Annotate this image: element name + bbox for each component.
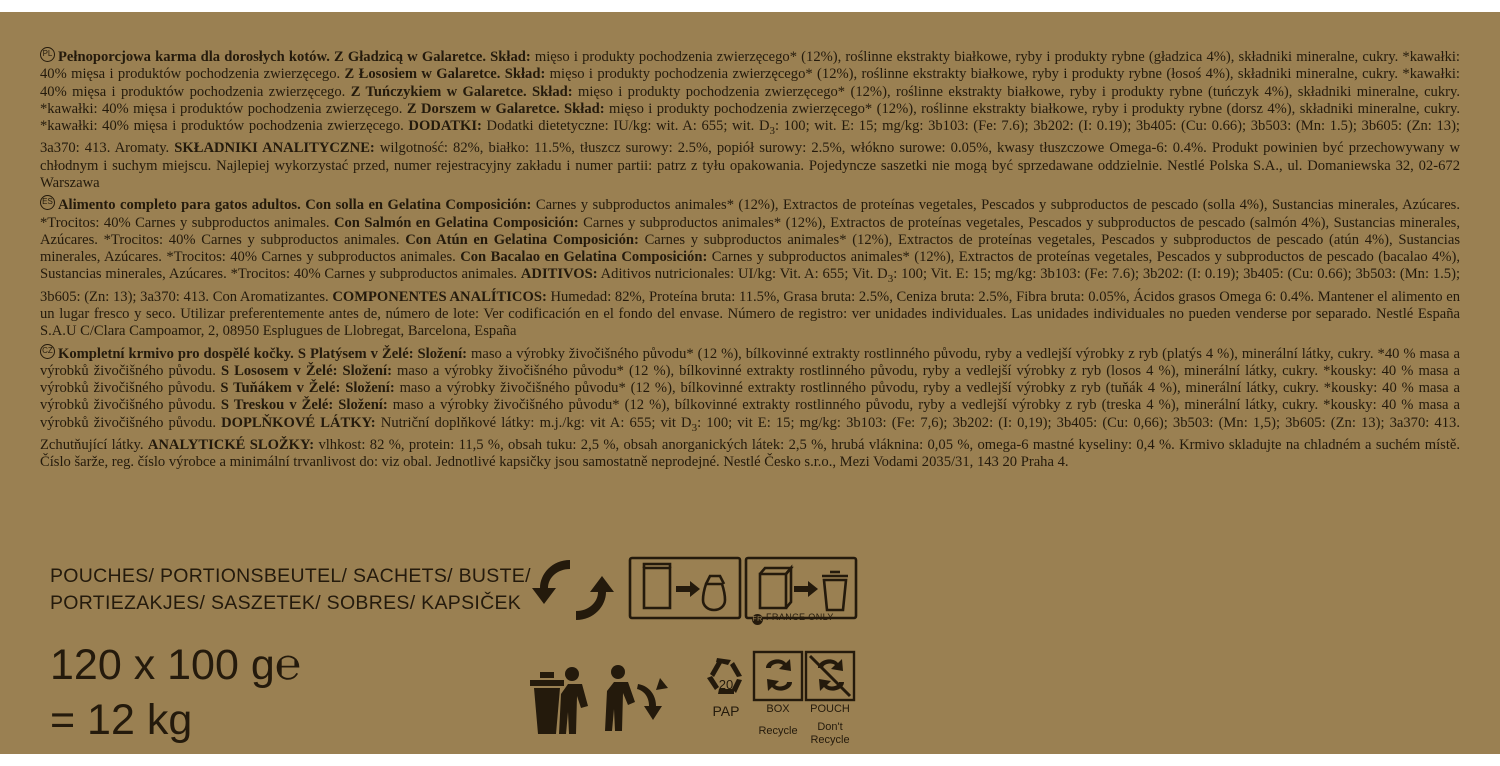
net-weight-count: 120 x 100 g xyxy=(50,641,275,689)
tidyman-icon xyxy=(605,665,668,731)
flag-icon-cz: CZ xyxy=(40,344,55,359)
net-weight-label xyxy=(50,637,301,748)
arrow-right-icon-1 xyxy=(676,581,700,597)
pouches-label xyxy=(50,563,531,617)
pouches-label-line1: POUCHES/ PORTIONSBEUTEL/ SACHETS/ BUSTE/ xyxy=(50,565,531,587)
pap-code-text: 20 xyxy=(718,677,734,692)
disposal-icon-row-top xyxy=(530,552,870,632)
estimated-sign-icon: ℮ xyxy=(274,640,302,689)
language-block-es xyxy=(40,194,1460,340)
pouch-action-line2: Recycle xyxy=(810,734,850,746)
pouch-shape-icon xyxy=(644,564,670,608)
ingredients-text-es: Alimento completo para gatos adultos. Con solla en Gelatina Composición: Carnes y subproductos animales* (12%), Extractos de proteínas vegetales, Pescados y subproductos de pescado (solla 4%), Sustancias minerales, Azúcares. *Trocitos: 40% Carnes y subproductos animales. Con Salmón en Gelatina Composición: Carnes y subproductos animales* (12%), Extractos de proteínas vegetales, Pescados y subproductos de pescado (salmón 4%), Sustancias minerales, Azúcares. *Trocitos: 40% Carnes y subproductos animales. Con Atún en Gelatina Composición: Carnes y subproductos animales* (12%), Extractos de proteínas vegetales, Pescados y subproductos de pescado (atún 4%), Sustancias minerales, Azúcares. *Trocitos: 40% Carnes y subproductos animales. Con Bacalao en Gelatina Composición: Carnes y subproductos animales* (12%), Extractos de proteínas vegetales, Pescados y subproductos de pescado (bacalao 4%), Sustancias minerales, Azúcares. *Trocitos: 40% Carnes y subproductos animales. ADITIVOS: Aditivos nutricionales: UI/kg: Vit. A: 655; Vit. $D_3$: 100; Vit. E: 15; mg/kg: 3b103: (Fe: 7.6); 3b202: (I: 0.19); 3b405: (Cu: 0.66); 3b503: (Mn: 1.5); 3b605: (Zn: 13); 3a370: 413. Con Aromatizantes. COMPONENTES ANALÍTICOS: Humedad: 82%, Proteína bruta: 11.5%, Grasa bruta: 2.5%, Ceniza bruta: 2.5%, Fibra bruta: 0.05%, Ácidos grasos Omega 6: 0.4%. Mantener el alimento en un lugar fresco y seco. Utilizar preferentemente antes de, número de lote: Ver codificación en el fondo del envase. Número de registro: ver unidades individuales. Las unidades individuales no pueden venderse por separado. Nestlé España S.A.U C/Clara Campoamor, 2, 08950 Esplugues de Llobregat, Barcelona, España xyxy=(40,197,1461,340)
france-only-text: FRANCE ONLY xyxy=(766,612,834,622)
flag-icon-es: ES xyxy=(40,195,55,210)
disposal-icon-row-bottom xyxy=(510,644,870,754)
language-block-pl xyxy=(40,46,1460,192)
waste-bag-icon xyxy=(703,576,725,610)
pouches-label-line2: PORTIEZAKJES/ SASZETEK/ SOBRES/ KAPSIČEK xyxy=(50,592,522,614)
green-dot-icon xyxy=(532,560,614,620)
pouch-label-text: POUCH xyxy=(810,703,850,715)
disposal-icons-bottom-svg xyxy=(510,644,870,754)
box-action-text: Recycle xyxy=(758,725,798,737)
net-weight-line1 xyxy=(50,637,301,693)
net-weight-line2: = 12 kg xyxy=(50,696,193,744)
pouch-action-line1: Don't xyxy=(817,721,843,733)
bottom-info-area xyxy=(40,552,1460,752)
ingredients-text-cz: Kompletní krmivo pro dospělé kočky. S Platýsem v Želé: Složení: maso a výrobky živočišného původu* (12 %), bílkovinné extrakty rostlinného původu, ryby a vedlejší výrobky z ryb (platýs 4 %), minerální látky, cukry. *40 % masa a výrobků živočišného původu. S Lososem v Želé: Složení: maso a výrobky živočišného původu* (12 %), bílkovinné extrakty rostlinného původu, ryby a vedlejší výrobky z ryb (losos 4 %), minerální látky, cukry. *kousky: 40 % masa a výrobků živočišného původu. S Tuňákem v Želé: Složení: maso a výrobky živočišného původu* (12 %), bílkovinné extrakty rostlinného původu, ryby a vedlejší výrobky z ryb (tuňák 4 %), minerální látky, cukry. *kousky: 40 % masa a výrobků živočišného původu. S Treskou v Želé: Složení: maso a výrobky živočišného původu* (12 %), bílkovinné extrakty rostlinného původu, ryby a vedlejší výrobky z ryb (treska 4 %), minerální látky, cukry. *kousky: 40 % masa a výrobků živočišného původu. DOPLŇKOVÉ LÁTKY: Nutriční doplňkové látky: m.j./kg: vit A: 655; vit $D_3$: 100; vit E: 15; mg/kg: 3b103: (Fe: 7,6); 3b202: (I: 0,19); 3b405: (Cu: 0,66); 3b503: (Mn: 1,5); 3b605: (Zn: 13); 3a370: 413. Zchutňující látky. ANALYTICKÉ SLOŽKY: vlhkost: 82 %, protein: 11,5 %, obsah tuku: 2,5 %, obsah anorganických látek: 2,5 %, hrubá vláknina: 0,05 %, omega-6 mastné kyseliny: 0,4 %. Krmivo skladujte na chladném a suchém místě. Číslo šarže, reg. číslo výrobce a minimální trvanlivost do: viz obal. Jednotlivé kapsičky jsou samostatně neprodejné. Nestlé Česko s.r.o., Mezi Vodami 2035/31, 143 20 Praha 4. xyxy=(40,345,1461,471)
recycling-bin-icon xyxy=(822,572,848,610)
box-label-text: BOX xyxy=(766,703,790,715)
litter-bin-icon xyxy=(530,667,588,734)
box-recycle-icon xyxy=(754,652,802,700)
ingredients-text-pl: Pełnoporcjowa karma dla dorosłych kotów. Z Gładzicą w Galaretce. Skład: mięso i produkty pochodzenia zwierzęcego* (12%), roślinne ekstrakty białkowe, ryby i produkty rybne (gładzica 4%), składniki mineralne, cukry. *kawałki: 40% mięsa i produktów pochodzenia zwierzęcego. Z Łososiem w Galaretce. Skład: mięso i produkty pochodzenia zwierzęcego* (12%), roślinne ekstrakty białkowe, ryby i produkty rybne (łosoś 4%), składniki mineralne, cukry. *kawałki: 40% mięsa i produktów pochodzenia zwierzęcego. Z Tuńczykiem w Galaretce. Skład: mięso i produkty pochodzenia zwierzęcego* (12%), roślinne ekstrakty białkowe, ryby i produkty rybne (tuńczyk 4%), składniki mineralne, cukry. *kawałki: 40% mięsa i produktów pochodzenia zwierzęcego. Z Dorszem w Galaretce. Skład: mięso i produkty pochodzenia zwierzęcego* (12%), roślinne ekstrakty białkowe, ryby i produkty rybne (dorsz 4%), składniki mineralne, cukry. *kawałki: 40% mięsa i produktów pochodzenia zwierzęcego. DODATKI: Dodatki dietetyczne: IU/kg: wit. A: 655; wit. $D_3$: 100; wit. E: 15; mg/kg: 3b103: (Fe: 7.6); 3b202: (I: 0.19); 3b405: (Cu: 0.66); 3b503: (Mn: 1.5); 3b605: (Zn: 13); 3a370: 413. Aromaty. SKŁADNIKI ANALITYCZNE: wilgotność: 82%, białko: 11.5%, tłuszcz surowy: 2.5%, popiół surowy: 2.5%, włókno surowe: 0.05%, kwasy tłuszczowe Omega-6: 0.4%. Produkt powinien być przechowywany w chłodnym i suchym miejscu. Najlepiej wykorzystać przed, numer rejestracyjny zakładu i numer partii: patrz z tyłu opakowania. Pojedyncze saszetki nie mogą być sprzedawane oddzielnie. Nestlé Polska S.A., ul. Domaniewska 32, 02-672 Warszawa xyxy=(40,49,1460,191)
flag-icon-pl: PL xyxy=(40,47,55,62)
box-recycle-arrow-icon xyxy=(766,659,792,691)
fr-badge-icon: FR xyxy=(752,616,763,623)
package-back-panel xyxy=(0,12,1500,754)
arrow-right-icon-2 xyxy=(794,581,818,597)
pap-label-text: PAP xyxy=(712,703,740,719)
france-only-note xyxy=(752,612,834,625)
language-block-cz xyxy=(40,343,1460,472)
